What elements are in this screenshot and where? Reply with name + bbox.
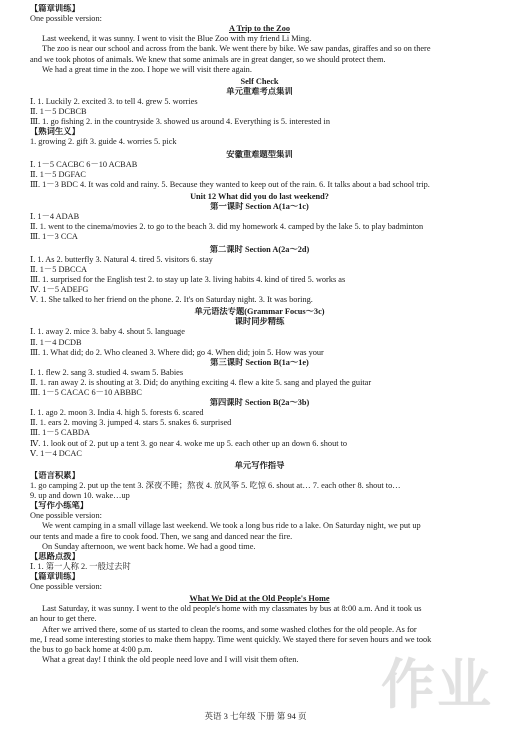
- answer-line: 1. go camping 2. put up the tent 3. 深夜不睡；熬夜 4. 放风筝 5. 吃惊 6. shout at… 7. each other 8. shout to…: [30, 481, 401, 491]
- answer-line: Ⅰ. 1－5 CACBC 6－10 ACBAB: [30, 159, 138, 169]
- section-heading: 【篇章训练】: [30, 4, 80, 13]
- answer-line: Ⅰ. 1. away 2. mice 3. baby 4. shout 5. language: [30, 327, 185, 337]
- section-heading: 【思路点拨】: [30, 551, 80, 561]
- section-title: Self Check: [240, 76, 279, 86]
- answer-line: Ⅰ. 1. flew 2. sang 3. studied 4. swam 5. Babies: [30, 367, 184, 377]
- essay-line: and we took photos of animals. We knew that some animals are in great danger, so we should protect them.: [30, 54, 386, 64]
- answer-line: Ⅰ. 1. ago 2. moon 3. India 4. high 5. forests 6. scared: [30, 408, 204, 418]
- section-heading: 【写作小练笔】: [30, 501, 89, 511]
- answer-line: Ⅱ. 1－5 DGFAC: [30, 169, 86, 179]
- answer-line: Ⅱ. 1. ears 2. moving 3. jumped 4. stars 5. snakes 6. surprised: [30, 418, 232, 428]
- answer-line: 9. up and down 10. wake…up: [30, 491, 130, 501]
- answer-line: Ⅳ. 1－5 ADEFG: [30, 284, 89, 294]
- answer-line: Ⅲ. 1－5 CACAC 6－10 ABBBC: [30, 388, 142, 398]
- answer-line: Ⅱ. 1－4 DCDB: [30, 337, 82, 347]
- essay-title: What We Did at the Old People's Home: [189, 594, 330, 604]
- answer-line: Ⅴ. 1－4 DCAC: [30, 448, 82, 458]
- answer-line: 1. growing 2. gift 3. guide 4. worries 5. pick: [30, 137, 177, 147]
- answer-line: Ⅰ. 1－4 ADAB: [30, 212, 80, 222]
- section-title: 单元重难考点集训: [226, 86, 293, 96]
- answer-line: Ⅱ. 1. went to the cinema/movies 2. to go to the beach 3. did my homework 4. camped by the lake 5. to play badminton: [30, 222, 424, 232]
- text-line: One possible version:: [30, 511, 102, 521]
- section-heading: 【篇章训练】: [30, 572, 80, 582]
- essay-line: After we arrived there, some of us started to clean the rooms, and some washed clothes for the old people. As for: [42, 624, 417, 634]
- section-title: 单元语法专题(Grammar Focus～3c): [194, 307, 325, 317]
- essay-line: Last weekend, it was sunny. I went to visit the Blue Zoo with my friend Li Ming.: [42, 34, 312, 44]
- answer-line: Ⅲ. 1. go fishing 2. in the countryside 3. showed us around 4. Everything is 5. interested in: [30, 117, 330, 127]
- answer-line: Ⅲ. 1－3 CCA: [30, 232, 78, 242]
- lesson-title: 第四课时 Section B(2a～3b): [209, 398, 310, 408]
- watermark: 作业: [381, 653, 493, 716]
- section-title: 课时同步精练: [234, 317, 285, 327]
- unit-title: Unit 12 What did you do last weekend?: [190, 191, 329, 201]
- section-heading: 【语言积累】: [30, 470, 80, 480]
- answer-line: Ⅰ. 1. Luckily 2. excited 3. to tell 4. grew 5. worries: [30, 96, 198, 106]
- essay-line: the bus to go back home at 4:00 p.m.: [30, 644, 153, 654]
- essay-line: me, I read some interesting stories to make them happy. Time went quickly. We stayed there for seven hours and we took: [30, 634, 432, 644]
- answer-line: Ⅲ. 1－5 CABDA: [30, 428, 90, 438]
- lesson-title: 第三课时 Section B(1a～1e): [210, 357, 309, 367]
- answer-line: Ⅱ. 1. ran away 2. is shouting at 3. Did; do anything exciting 4. flew a kite 5. sang and played the guitar: [30, 377, 372, 387]
- essay-line: an hour to get there.: [30, 614, 97, 624]
- text-line: One possible version:: [30, 14, 102, 24]
- essay-line: On Sunday afternoon, we went back home. We had a good time.: [42, 541, 256, 551]
- essay-title: A Trip to the Zoo: [228, 24, 290, 34]
- essay-line: our tents and made a fire to cook food. Then, we sang and danced near the fire.: [30, 531, 293, 541]
- essay-line: What a great day! I think the old people need love and I will visit them often.: [42, 654, 299, 664]
- answer-line: Ⅰ. 1. As 2. butterfly 3. Natural 4. tired 5. visitors 6. stay: [30, 254, 213, 264]
- answer-line: Ⅱ. 1－5 DCBCB: [30, 107, 87, 117]
- lesson-title: 第一课时 Section A(1a～1c): [210, 202, 309, 212]
- answer-line: Ⅲ. 1. surprised for the English test 2. to stay up late 3. living habits 4. kind of tired 5. works as: [30, 274, 346, 284]
- essay-line: The zoo is near our school and across from the bank. We went there by bike. We saw pandas, giraffes and so on there: [42, 44, 431, 54]
- essay-line: We had a great time in the zoo. I hope we will visit there again.: [42, 64, 252, 74]
- answer-line: Ⅴ. 1. She talked to her friend on the phone. 2. It's on Saturday night. 3. It was boring.: [30, 295, 313, 305]
- answer-line: Ⅱ. 1－5 DBCCA: [30, 264, 88, 274]
- answer-line: Ⅲ. 1. What did; do 2. Who cleaned 3. Where did; go 4. When did; join 5. How was your: [30, 347, 324, 357]
- essay-line: Last Saturday, it was sunny. I went to the old people's home with my classmates by bus at 8:00 a.m. And it took us: [42, 604, 422, 614]
- answer-line: Ⅳ. 1. look out of 2. put up a tent 3. go near 4. woke me up 5. each other up an down 6. shout to: [30, 438, 348, 448]
- page-footer: 英语 3 七年级 下册 第 94 页: [204, 711, 307, 721]
- section-title: 安徽重难题型集训: [226, 149, 293, 159]
- answer-line: Ⅲ. 1－3 BDC 4. It was cold and rainy. 5. Because they wanted to keep out of the rain. 6. It talks about a bad school trip.: [30, 179, 430, 189]
- answer-line: Ⅰ. 1. 第一人称 2. 一般过去时: [30, 561, 131, 571]
- section-title: 单元写作指导: [234, 460, 285, 470]
- essay-line: We went camping in a small village last weekend. We took a long bus ride to a lake. On Saturday night, we put up: [42, 521, 421, 531]
- lesson-title: 第二课时 Section A(2a～2d): [209, 244, 310, 254]
- section-heading: 【熟词生义】: [30, 127, 80, 137]
- text-line: One possible version:: [30, 582, 102, 592]
